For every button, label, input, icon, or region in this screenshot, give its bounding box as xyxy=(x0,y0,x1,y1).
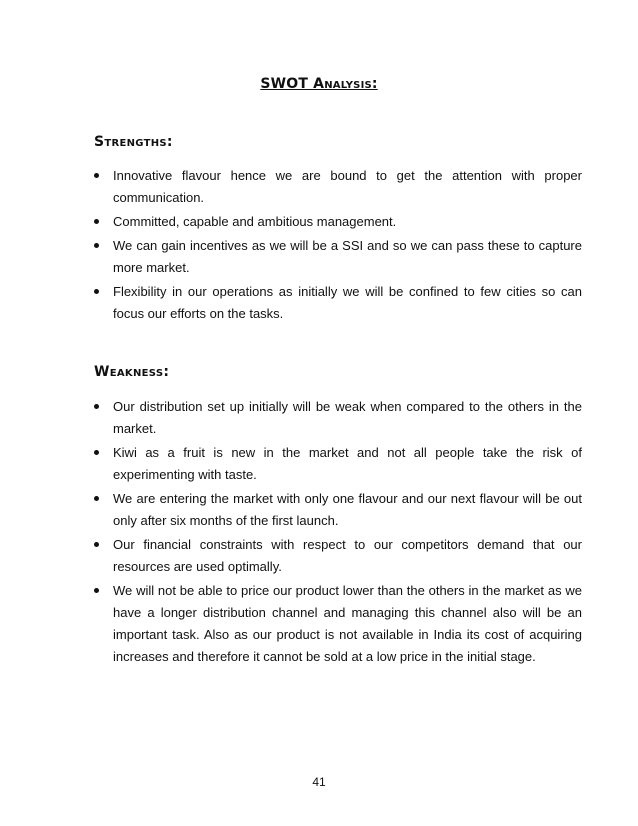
strength-item: Flexibility in our operations as initially we will be confined to few cities so can focus our efforts on the tasks. xyxy=(94,281,582,325)
strength-item: Innovative flavour hence we are bound to get the attention with proper communication. xyxy=(94,165,582,209)
weakness-item: Kiwi as a fruit is new in the market and not all people take the risk of experimenting with taste. xyxy=(94,442,582,486)
strengths-list xyxy=(94,165,582,327)
page-title: SWOT Analysis: xyxy=(260,76,378,92)
page-number: 41 xyxy=(312,775,326,789)
weakness-item: We will not be able to price our product lower than the others in the market as we have a longer distribution channel and managing this channel also will be an important task. Also as our product is not available in India its cost of acquiring increases and therefore it cannot be sold at a low price in the initial stage. xyxy=(94,580,582,668)
weakness-item: Our financial constraints with respect to our competitors demand that our resources are used optimally. xyxy=(94,534,582,578)
strengths-heading: Strengths: xyxy=(94,134,173,150)
strength-item: Committed, capable and ambitious management. xyxy=(94,211,582,233)
strength-item: We can gain incentives as we will be a SSI and so we can pass these to capture more market. xyxy=(94,235,582,279)
weakness-item: We are entering the market with only one flavour and our next flavour will be out only after six months of the first launch. xyxy=(94,488,582,532)
weakness-heading: Weakness: xyxy=(94,364,170,380)
weakness-list xyxy=(94,396,582,670)
weakness-item: Our distribution set up initially will be weak when compared to the others in the market. xyxy=(94,396,582,440)
